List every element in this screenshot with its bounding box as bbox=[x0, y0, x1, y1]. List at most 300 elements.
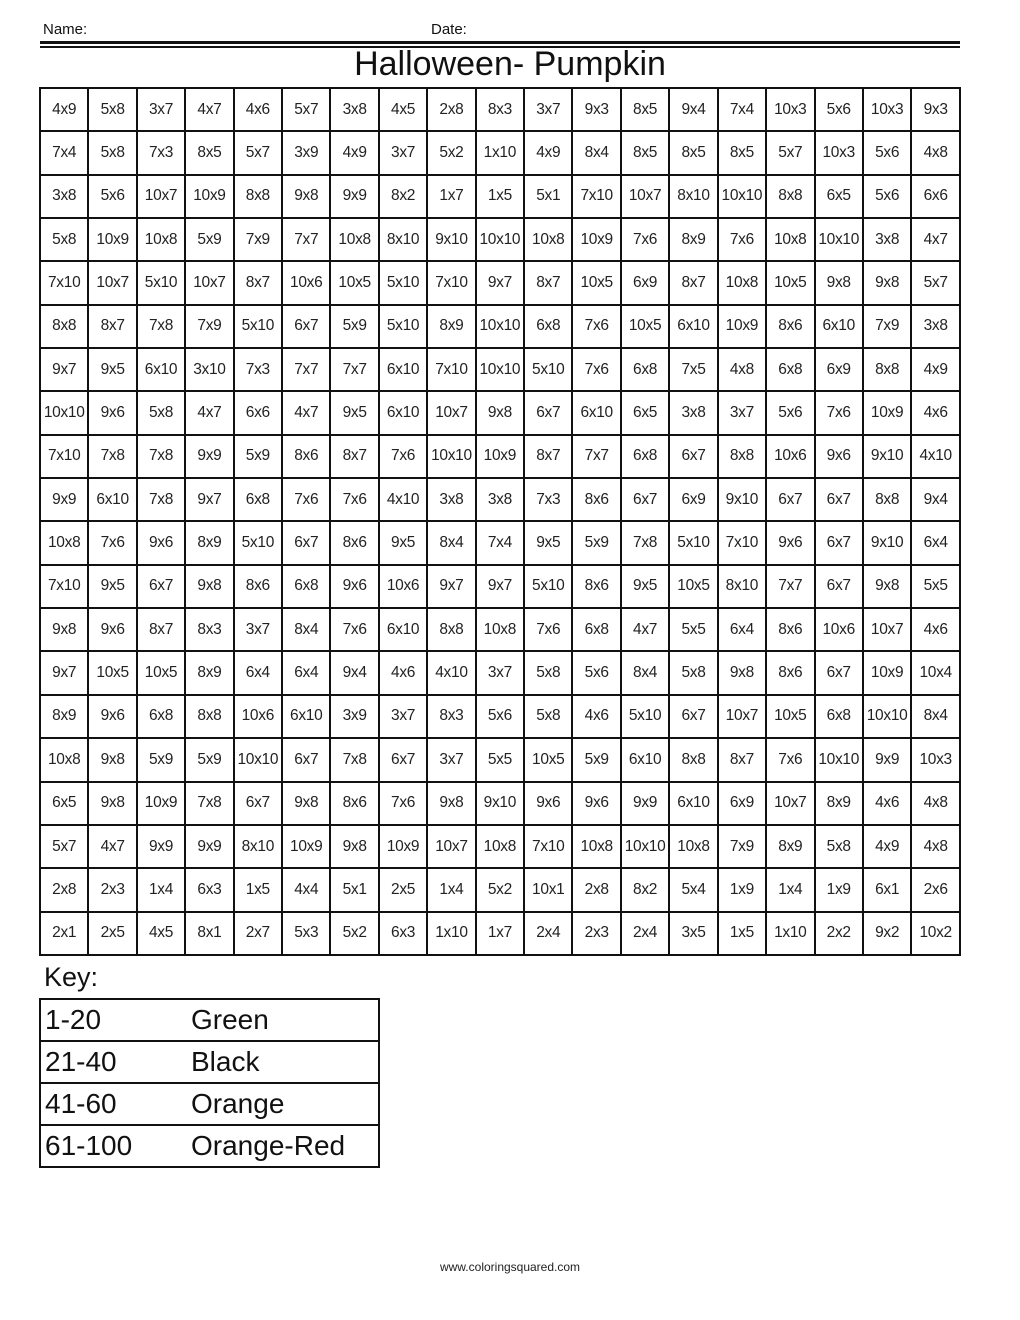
grid-cell: 4x6 bbox=[379, 651, 427, 694]
grid-cell: 6x9 bbox=[621, 261, 669, 304]
grid-cell: 5x10 bbox=[234, 521, 282, 564]
grid-cell: 10x7 bbox=[185, 261, 233, 304]
key-color: Black bbox=[187, 1041, 379, 1083]
grid-cell: 8x9 bbox=[766, 825, 814, 868]
grid-cell: 10x7 bbox=[766, 782, 814, 825]
grid-cell: 8x4 bbox=[282, 608, 330, 651]
grid-cell: 5x6 bbox=[863, 175, 911, 218]
grid-cell: 4x4 bbox=[282, 868, 330, 911]
grid-cell: 9x6 bbox=[137, 521, 185, 564]
grid-cell: 9x5 bbox=[88, 565, 136, 608]
grid-cell: 7x8 bbox=[137, 435, 185, 478]
grid-cell: 5x3 bbox=[282, 912, 330, 955]
grid-row bbox=[40, 825, 960, 868]
grid-cell: 1x4 bbox=[766, 868, 814, 911]
grid-cell: 10x5 bbox=[524, 738, 572, 781]
grid-cell: 8x8 bbox=[234, 175, 282, 218]
grid-cell: 5x10 bbox=[379, 261, 427, 304]
grid-cell: 6x3 bbox=[379, 912, 427, 955]
grid-cell: 2x1 bbox=[40, 912, 88, 955]
grid-cell: 7x6 bbox=[572, 305, 620, 348]
grid-cell: 4x7 bbox=[185, 88, 233, 131]
grid-cell: 5x10 bbox=[621, 695, 669, 738]
grid-cell: 1x7 bbox=[427, 175, 475, 218]
grid-row bbox=[40, 435, 960, 478]
grid-cell: 1x9 bbox=[718, 868, 766, 911]
grid-cell: 7x3 bbox=[524, 478, 572, 521]
grid-cell: 9x7 bbox=[40, 651, 88, 694]
grid-cell: 3x8 bbox=[330, 88, 378, 131]
grid-cell: 8x6 bbox=[330, 782, 378, 825]
grid-cell: 8x10 bbox=[379, 218, 427, 261]
grid-cell: 8x9 bbox=[815, 782, 863, 825]
grid-cell: 7x4 bbox=[476, 521, 524, 564]
grid-cell: 6x4 bbox=[282, 651, 330, 694]
grid-cell: 6x10 bbox=[137, 348, 185, 391]
grid-cell: 7x3 bbox=[234, 348, 282, 391]
grid-cell: 10x3 bbox=[815, 131, 863, 174]
grid-row bbox=[40, 305, 960, 348]
grid-cell: 9x10 bbox=[863, 435, 911, 478]
grid-cell: 10x6 bbox=[766, 435, 814, 478]
grid-cell: 5x6 bbox=[88, 175, 136, 218]
grid-cell: 8x9 bbox=[185, 521, 233, 564]
grid-cell: 8x5 bbox=[621, 131, 669, 174]
grid-cell: 7x8 bbox=[621, 521, 669, 564]
grid-cell: 6x10 bbox=[379, 391, 427, 434]
grid-cell: 7x6 bbox=[815, 391, 863, 434]
key-range: 1-20 bbox=[40, 999, 187, 1041]
grid-cell: 10x6 bbox=[234, 695, 282, 738]
grid-cell: 5x10 bbox=[669, 521, 717, 564]
grid-cell: 1x5 bbox=[718, 912, 766, 955]
grid-row bbox=[40, 651, 960, 694]
grid-cell: 8x8 bbox=[427, 608, 475, 651]
grid-cell: 10x1 bbox=[524, 868, 572, 911]
grid-cell: 9x6 bbox=[88, 391, 136, 434]
grid-cell: 9x8 bbox=[88, 782, 136, 825]
grid-cell: 7x6 bbox=[572, 348, 620, 391]
grid-cell: 9x10 bbox=[718, 478, 766, 521]
grid-cell: 4x5 bbox=[137, 912, 185, 955]
grid-cell: 9x9 bbox=[185, 825, 233, 868]
grid-cell: 8x7 bbox=[234, 261, 282, 304]
grid-cell: 3x7 bbox=[379, 131, 427, 174]
grid-cell: 10x5 bbox=[766, 261, 814, 304]
grid-cell: 8x6 bbox=[766, 305, 814, 348]
grid-cell: 8x5 bbox=[669, 131, 717, 174]
key-row bbox=[40, 1041, 379, 1083]
grid-cell: 9x7 bbox=[476, 565, 524, 608]
grid-cell: 3x7 bbox=[234, 608, 282, 651]
grid-cell: 8x4 bbox=[621, 651, 669, 694]
grid-cell: 5x10 bbox=[524, 565, 572, 608]
grid-cell: 8x8 bbox=[718, 435, 766, 478]
key-color: Green bbox=[187, 999, 379, 1041]
multiplication-grid bbox=[39, 87, 961, 956]
grid-cell: 3x7 bbox=[718, 391, 766, 434]
grid-cell: 10x9 bbox=[137, 782, 185, 825]
grid-cell: 10x5 bbox=[572, 261, 620, 304]
grid-cell: 3x8 bbox=[40, 175, 88, 218]
grid-cell: 2x2 bbox=[815, 912, 863, 955]
grid-cell: 8x2 bbox=[379, 175, 427, 218]
grid-cell: 8x10 bbox=[234, 825, 282, 868]
grid-cell: 8x4 bbox=[572, 131, 620, 174]
key-range: 41-60 bbox=[40, 1083, 187, 1125]
grid-cell: 9x7 bbox=[185, 478, 233, 521]
grid-cell: 4x9 bbox=[911, 348, 960, 391]
grid-cell: 10x7 bbox=[621, 175, 669, 218]
grid-body bbox=[40, 88, 960, 955]
grid-cell: 6x8 bbox=[815, 695, 863, 738]
grid-cell: 6x7 bbox=[379, 738, 427, 781]
grid-cell: 7x10 bbox=[718, 521, 766, 564]
grid-cell: 10x8 bbox=[669, 825, 717, 868]
grid-cell: 2x3 bbox=[88, 868, 136, 911]
grid-cell: 9x6 bbox=[88, 608, 136, 651]
grid-cell: 10x3 bbox=[766, 88, 814, 131]
grid-cell: 5x8 bbox=[815, 825, 863, 868]
grid-cell: 5x8 bbox=[88, 88, 136, 131]
grid-cell: 10x6 bbox=[282, 261, 330, 304]
grid-cell: 2x4 bbox=[524, 912, 572, 955]
grid-cell: 4x9 bbox=[40, 88, 88, 131]
grid-cell: 7x6 bbox=[88, 521, 136, 564]
grid-cell: 6x5 bbox=[621, 391, 669, 434]
grid-cell: 5x7 bbox=[40, 825, 88, 868]
grid-cell: 7x8 bbox=[137, 305, 185, 348]
grid-cell: 8x6 bbox=[572, 565, 620, 608]
grid-cell: 9x5 bbox=[379, 521, 427, 564]
grid-cell: 3x7 bbox=[137, 88, 185, 131]
grid-cell: 5x9 bbox=[572, 521, 620, 564]
grid-cell: 9x9 bbox=[185, 435, 233, 478]
grid-cell: 8x8 bbox=[669, 738, 717, 781]
grid-cell: 4x7 bbox=[282, 391, 330, 434]
grid-cell: 8x9 bbox=[669, 218, 717, 261]
grid-cell: 8x6 bbox=[766, 651, 814, 694]
grid-cell: 10x7 bbox=[427, 825, 475, 868]
grid-cell: 8x7 bbox=[330, 435, 378, 478]
grid-cell: 5x7 bbox=[911, 261, 960, 304]
grid-cell: 7x6 bbox=[718, 218, 766, 261]
grid-cell: 6x1 bbox=[863, 868, 911, 911]
grid-cell: 5x10 bbox=[234, 305, 282, 348]
grid-cell: 9x9 bbox=[863, 738, 911, 781]
grid-row bbox=[40, 88, 960, 131]
grid-row bbox=[40, 738, 960, 781]
grid-cell: 2x8 bbox=[40, 868, 88, 911]
grid-cell: 5x2 bbox=[330, 912, 378, 955]
grid-cell: 3x8 bbox=[476, 478, 524, 521]
grid-cell: 8x6 bbox=[282, 435, 330, 478]
grid-cell: 6x7 bbox=[621, 478, 669, 521]
grid-cell: 10x9 bbox=[282, 825, 330, 868]
date-label: Date: bbox=[431, 21, 467, 38]
grid-row bbox=[40, 868, 960, 911]
grid-cell: 8x8 bbox=[863, 478, 911, 521]
grid-cell: 10x8 bbox=[137, 218, 185, 261]
grid-cell: 10x5 bbox=[669, 565, 717, 608]
grid-cell: 5x9 bbox=[185, 218, 233, 261]
grid-cell: 2x5 bbox=[88, 912, 136, 955]
grid-cell: 8x7 bbox=[88, 305, 136, 348]
grid-cell: 6x7 bbox=[815, 478, 863, 521]
grid-cell: 7x9 bbox=[718, 825, 766, 868]
grid-cell: 5x8 bbox=[669, 651, 717, 694]
grid-cell: 4x8 bbox=[911, 825, 960, 868]
grid-cell: 4x8 bbox=[911, 782, 960, 825]
grid-row bbox=[40, 912, 960, 955]
grid-cell: 7x6 bbox=[330, 478, 378, 521]
grid-cell: 10x8 bbox=[572, 825, 620, 868]
grid-cell: 9x8 bbox=[282, 782, 330, 825]
grid-cell: 6x7 bbox=[234, 782, 282, 825]
grid-cell: 6x4 bbox=[911, 521, 960, 564]
grid-cell: 5x6 bbox=[815, 88, 863, 131]
grid-cell: 10x10 bbox=[718, 175, 766, 218]
grid-row bbox=[40, 131, 960, 174]
grid-cell: 6x7 bbox=[766, 478, 814, 521]
grid-cell: 7x7 bbox=[766, 565, 814, 608]
grid-cell: 10x9 bbox=[572, 218, 620, 261]
grid-cell: 10x8 bbox=[524, 218, 572, 261]
page-title: Halloween- Pumpkin bbox=[354, 45, 666, 83]
grid-cell: 4x10 bbox=[427, 651, 475, 694]
grid-cell: 4x9 bbox=[863, 825, 911, 868]
grid-cell: 6x5 bbox=[815, 175, 863, 218]
grid-cell: 2x4 bbox=[621, 912, 669, 955]
grid-cell: 8x8 bbox=[863, 348, 911, 391]
grid-cell: 9x6 bbox=[572, 782, 620, 825]
grid-cell: 8x7 bbox=[524, 261, 572, 304]
grid-cell: 10x10 bbox=[476, 305, 524, 348]
grid-cell: 7x10 bbox=[524, 825, 572, 868]
grid-cell: 5x8 bbox=[524, 651, 572, 694]
grid-cell: 10x9 bbox=[718, 305, 766, 348]
grid-cell: 10x7 bbox=[863, 608, 911, 651]
grid-cell: 7x8 bbox=[330, 738, 378, 781]
grid-cell: 6x10 bbox=[815, 305, 863, 348]
grid-cell: 5x5 bbox=[911, 565, 960, 608]
grid-cell: 5x2 bbox=[476, 868, 524, 911]
grid-cell: 9x5 bbox=[330, 391, 378, 434]
grid-cell: 5x6 bbox=[863, 131, 911, 174]
grid-cell: 10x9 bbox=[185, 175, 233, 218]
grid-cell: 9x8 bbox=[330, 825, 378, 868]
grid-cell: 6x5 bbox=[40, 782, 88, 825]
grid-row bbox=[40, 782, 960, 825]
grid-cell: 10x3 bbox=[911, 738, 960, 781]
grid-cell: 7x6 bbox=[379, 782, 427, 825]
grid-cell: 5x6 bbox=[572, 651, 620, 694]
grid-row bbox=[40, 261, 960, 304]
grid-cell: 9x10 bbox=[863, 521, 911, 564]
grid-cell: 10x10 bbox=[427, 435, 475, 478]
grid-cell: 5x8 bbox=[524, 695, 572, 738]
grid-cell: 9x8 bbox=[427, 782, 475, 825]
grid-cell: 6x3 bbox=[185, 868, 233, 911]
grid-cell: 8x6 bbox=[330, 521, 378, 564]
grid-cell: 9x10 bbox=[427, 218, 475, 261]
grid-cell: 8x7 bbox=[524, 435, 572, 478]
grid-cell: 1x7 bbox=[476, 912, 524, 955]
grid-cell: 8x8 bbox=[766, 175, 814, 218]
grid-cell: 9x5 bbox=[524, 521, 572, 564]
grid-cell: 4x8 bbox=[718, 348, 766, 391]
grid-cell: 10x9 bbox=[863, 651, 911, 694]
grid-cell: 5x1 bbox=[330, 868, 378, 911]
grid-cell: 2x7 bbox=[234, 912, 282, 955]
grid-cell: 10x10 bbox=[815, 738, 863, 781]
grid-row bbox=[40, 565, 960, 608]
grid-cell: 5x1 bbox=[524, 175, 572, 218]
grid-cell: 7x10 bbox=[572, 175, 620, 218]
grid-cell: 4x6 bbox=[911, 391, 960, 434]
grid-cell: 7x6 bbox=[524, 608, 572, 651]
grid-cell: 6x7 bbox=[137, 565, 185, 608]
grid-cell: 6x7 bbox=[282, 738, 330, 781]
grid-cell: 8x2 bbox=[621, 868, 669, 911]
grid-cell: 3x8 bbox=[669, 391, 717, 434]
grid-cell: 6x7 bbox=[669, 695, 717, 738]
grid-cell: 6x10 bbox=[88, 478, 136, 521]
grid-cell: 10x9 bbox=[476, 435, 524, 478]
grid-cell: 2x6 bbox=[911, 868, 960, 911]
grid-cell: 6x9 bbox=[669, 478, 717, 521]
grid-cell: 7x10 bbox=[427, 348, 475, 391]
grid-cell: 7x8 bbox=[137, 478, 185, 521]
grid-cell: 6x7 bbox=[815, 521, 863, 564]
grid-cell: 8x9 bbox=[185, 651, 233, 694]
grid-cell: 6x10 bbox=[572, 391, 620, 434]
grid-cell: 8x10 bbox=[669, 175, 717, 218]
grid-cell: 1x4 bbox=[137, 868, 185, 911]
grid-cell: 5x8 bbox=[137, 391, 185, 434]
color-key-table bbox=[39, 998, 380, 1168]
grid-cell: 10x4 bbox=[911, 651, 960, 694]
grid-cell: 3x7 bbox=[476, 651, 524, 694]
name-label: Name: bbox=[43, 21, 88, 38]
grid-cell: 10x2 bbox=[911, 912, 960, 955]
grid-cell: 5x7 bbox=[766, 131, 814, 174]
grid-cell: 7x7 bbox=[572, 435, 620, 478]
grid-cell: 10x8 bbox=[330, 218, 378, 261]
grid-cell: 4x6 bbox=[863, 782, 911, 825]
grid-cell: 7x9 bbox=[234, 218, 282, 261]
grid-cell: 5x8 bbox=[40, 218, 88, 261]
grid-cell: 10x8 bbox=[40, 738, 88, 781]
grid-cell: 9x6 bbox=[524, 782, 572, 825]
grid-cell: 10x10 bbox=[40, 391, 88, 434]
grid-cell: 9x9 bbox=[137, 825, 185, 868]
grid-cell: 10x8 bbox=[40, 521, 88, 564]
grid-cell: 2x3 bbox=[572, 912, 620, 955]
grid-row bbox=[40, 608, 960, 651]
grid-cell: 4x7 bbox=[185, 391, 233, 434]
grid-cell: 6x10 bbox=[379, 608, 427, 651]
grid-row bbox=[40, 521, 960, 564]
grid-cell: 9x7 bbox=[40, 348, 88, 391]
grid-cell: 8x3 bbox=[427, 695, 475, 738]
grid-cell: 5x7 bbox=[282, 88, 330, 131]
grid-cell: 10x5 bbox=[621, 305, 669, 348]
grid-cell: 10x6 bbox=[379, 565, 427, 608]
grid-cell: 9x6 bbox=[815, 435, 863, 478]
grid-cell: 5x2 bbox=[427, 131, 475, 174]
grid-cell: 7x4 bbox=[40, 131, 88, 174]
grid-cell: 6x8 bbox=[766, 348, 814, 391]
grid-cell: 8x4 bbox=[427, 521, 475, 564]
key-row bbox=[40, 1125, 379, 1167]
grid-cell: 9x8 bbox=[88, 738, 136, 781]
grid-cell: 4x6 bbox=[234, 88, 282, 131]
grid-cell: 10x6 bbox=[815, 608, 863, 651]
grid-cell: 1x10 bbox=[427, 912, 475, 955]
grid-cell: 5x6 bbox=[476, 695, 524, 738]
grid-cell: 6x8 bbox=[234, 478, 282, 521]
grid-cell: 8x6 bbox=[766, 608, 814, 651]
grid-cell: 3x9 bbox=[330, 695, 378, 738]
grid-cell: 9x5 bbox=[621, 565, 669, 608]
grid-cell: 6x4 bbox=[718, 608, 766, 651]
grid-cell: 9x8 bbox=[718, 651, 766, 694]
grid-cell: 2x8 bbox=[572, 868, 620, 911]
grid-cell: 5x7 bbox=[234, 131, 282, 174]
grid-cell: 6x7 bbox=[524, 391, 572, 434]
grid-cell: 6x7 bbox=[282, 305, 330, 348]
grid-cell: 2x8 bbox=[427, 88, 475, 131]
grid-cell: 7x7 bbox=[330, 348, 378, 391]
grid-cell: 8x5 bbox=[185, 131, 233, 174]
key-color: Orange-Red bbox=[187, 1125, 379, 1167]
grid-cell: 9x7 bbox=[427, 565, 475, 608]
grid-cell: 10x3 bbox=[863, 88, 911, 131]
key-range: 61-100 bbox=[40, 1125, 187, 1167]
grid-cell: 7x10 bbox=[427, 261, 475, 304]
grid-cell: 1x5 bbox=[234, 868, 282, 911]
grid-cell: 6x6 bbox=[911, 175, 960, 218]
grid-cell: 4x9 bbox=[330, 131, 378, 174]
grid-cell: 8x7 bbox=[718, 738, 766, 781]
grid-cell: 7x8 bbox=[88, 435, 136, 478]
grid-row bbox=[40, 478, 960, 521]
grid-cell: 9x8 bbox=[863, 565, 911, 608]
grid-cell: 1x10 bbox=[476, 131, 524, 174]
grid-cell: 10x5 bbox=[330, 261, 378, 304]
grid-cell: 9x8 bbox=[863, 261, 911, 304]
grid-cell: 3x9 bbox=[282, 131, 330, 174]
grid-cell: 9x7 bbox=[476, 261, 524, 304]
grid-cell: 7x4 bbox=[718, 88, 766, 131]
grid-row bbox=[40, 391, 960, 434]
grid-cell: 6x8 bbox=[621, 435, 669, 478]
grid-cell: 7x6 bbox=[282, 478, 330, 521]
grid-cell: 4x7 bbox=[88, 825, 136, 868]
grid-cell: 6x7 bbox=[815, 651, 863, 694]
grid-cell: 10x10 bbox=[621, 825, 669, 868]
grid-cell: 10x7 bbox=[427, 391, 475, 434]
grid-cell: 10x7 bbox=[137, 175, 185, 218]
grid-cell: 3x10 bbox=[185, 348, 233, 391]
grid-cell: 6x10 bbox=[669, 782, 717, 825]
grid-cell: 10x8 bbox=[476, 825, 524, 868]
grid-cell: 8x8 bbox=[40, 305, 88, 348]
grid-cell: 1x4 bbox=[427, 868, 475, 911]
grid-cell: 8x8 bbox=[185, 695, 233, 738]
grid-cell: 6x9 bbox=[718, 782, 766, 825]
